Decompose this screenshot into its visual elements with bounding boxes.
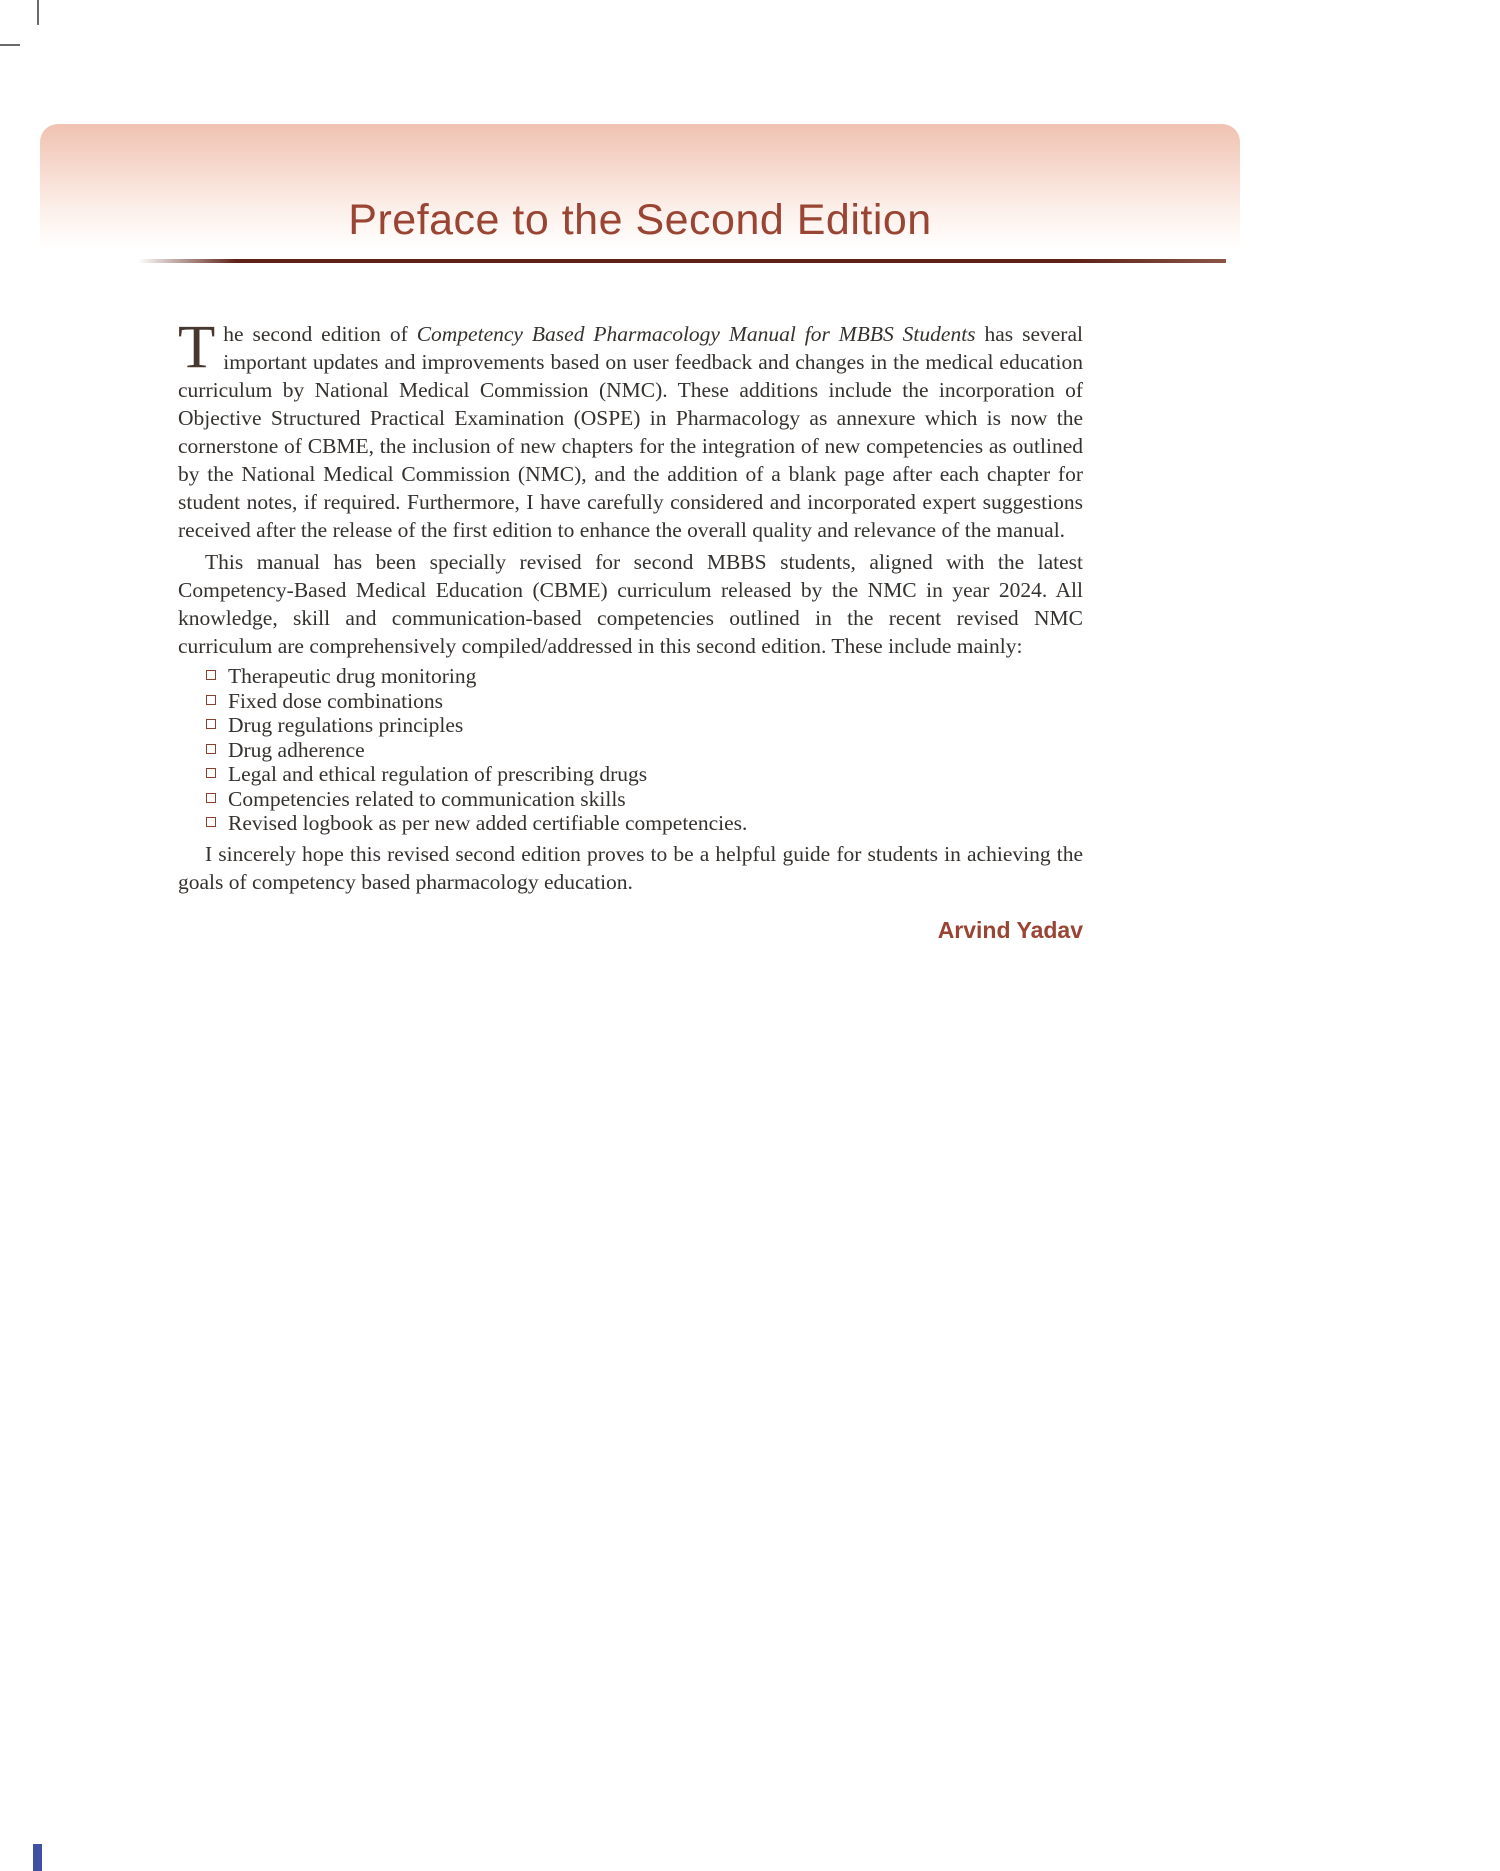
paragraph-1	[178, 314, 1083, 544]
list-item	[206, 738, 1083, 763]
list-item-label: Competencies related to communication skills	[228, 786, 626, 811]
paragraph-2: This manual has been specially revised for second MBBS students, aligned with the latest Competency-Based Medical Education (CBME) curriculum released by the NMC in year 2024. All knowledge, skill and communication-based competencies outlined in the recent revised NMC curriculum are comprehensively compiled/addressed in this second edition. These include mainly:	[178, 550, 1083, 658]
registration-mark	[33, 1844, 42, 1871]
square-bullet-icon	[206, 670, 216, 680]
square-bullet-icon	[206, 768, 216, 778]
book-title-italic: Competency Based Pharmacology Manual for MBBS Students	[416, 322, 976, 346]
list-item	[206, 713, 1083, 738]
crop-mark-top	[37, 0, 39, 25]
author-signature: Arvind Yadav	[937, 916, 1083, 943]
list-item-label: Therapeutic drug monitoring	[228, 664, 477, 688]
list-item-label: Fixed dose combinations	[228, 688, 443, 713]
crop-mark-left	[0, 44, 20, 46]
drop-cap: T	[178, 314, 216, 381]
list-item	[206, 762, 1083, 787]
square-bullet-icon	[206, 719, 216, 729]
page-title: Preface to the Second Edition	[348, 196, 932, 244]
paragraph-1-text: he second edition of	[223, 322, 417, 346]
title-rule	[138, 259, 1226, 263]
list-item	[206, 787, 1083, 812]
square-bullet-icon	[206, 817, 216, 827]
square-bullet-icon	[206, 695, 216, 705]
list-item-label: Legal and ethical regulation of prescribing drugs	[228, 762, 648, 786]
list-item	[206, 811, 1083, 836]
competency-bullet-list	[178, 664, 1083, 836]
square-bullet-icon	[206, 793, 216, 803]
page-body	[178, 314, 1083, 944]
list-item-label: Drug regulations principles	[228, 713, 464, 737]
paragraph-1-text-cont: has several important updates and improvements based on user feedback and changes in the medical education curriculum by National Medical Commission (NMC). These additions include the incorporation of Objective Structured Practical Examination (OSPE) in Pharmacology as annexure which is now the cornerstone of CBME, the inclusion of new chapters for the integration of new competencies as outlined by the National Medical Commission (NMC), and the addition of a blank page after each chapter for student notes, if required. Furthermore, I have carefully considered and incorporated expert suggestions received after the release of the first edition to enhance the overall quality and relevance of the manual.	[178, 322, 1083, 542]
paragraph-3: I sincerely hope this revised second edition proves to be a helpful guide for students in achieving the goals of competency based pharmacology education.	[178, 841, 1083, 894]
list-item	[206, 689, 1083, 714]
square-bullet-icon	[206, 744, 216, 754]
list-item-label: Revised logbook as per new added certifiable competencies.	[228, 811, 748, 835]
list-item-label: Drug adherence	[228, 737, 365, 762]
list-item	[206, 664, 1083, 689]
